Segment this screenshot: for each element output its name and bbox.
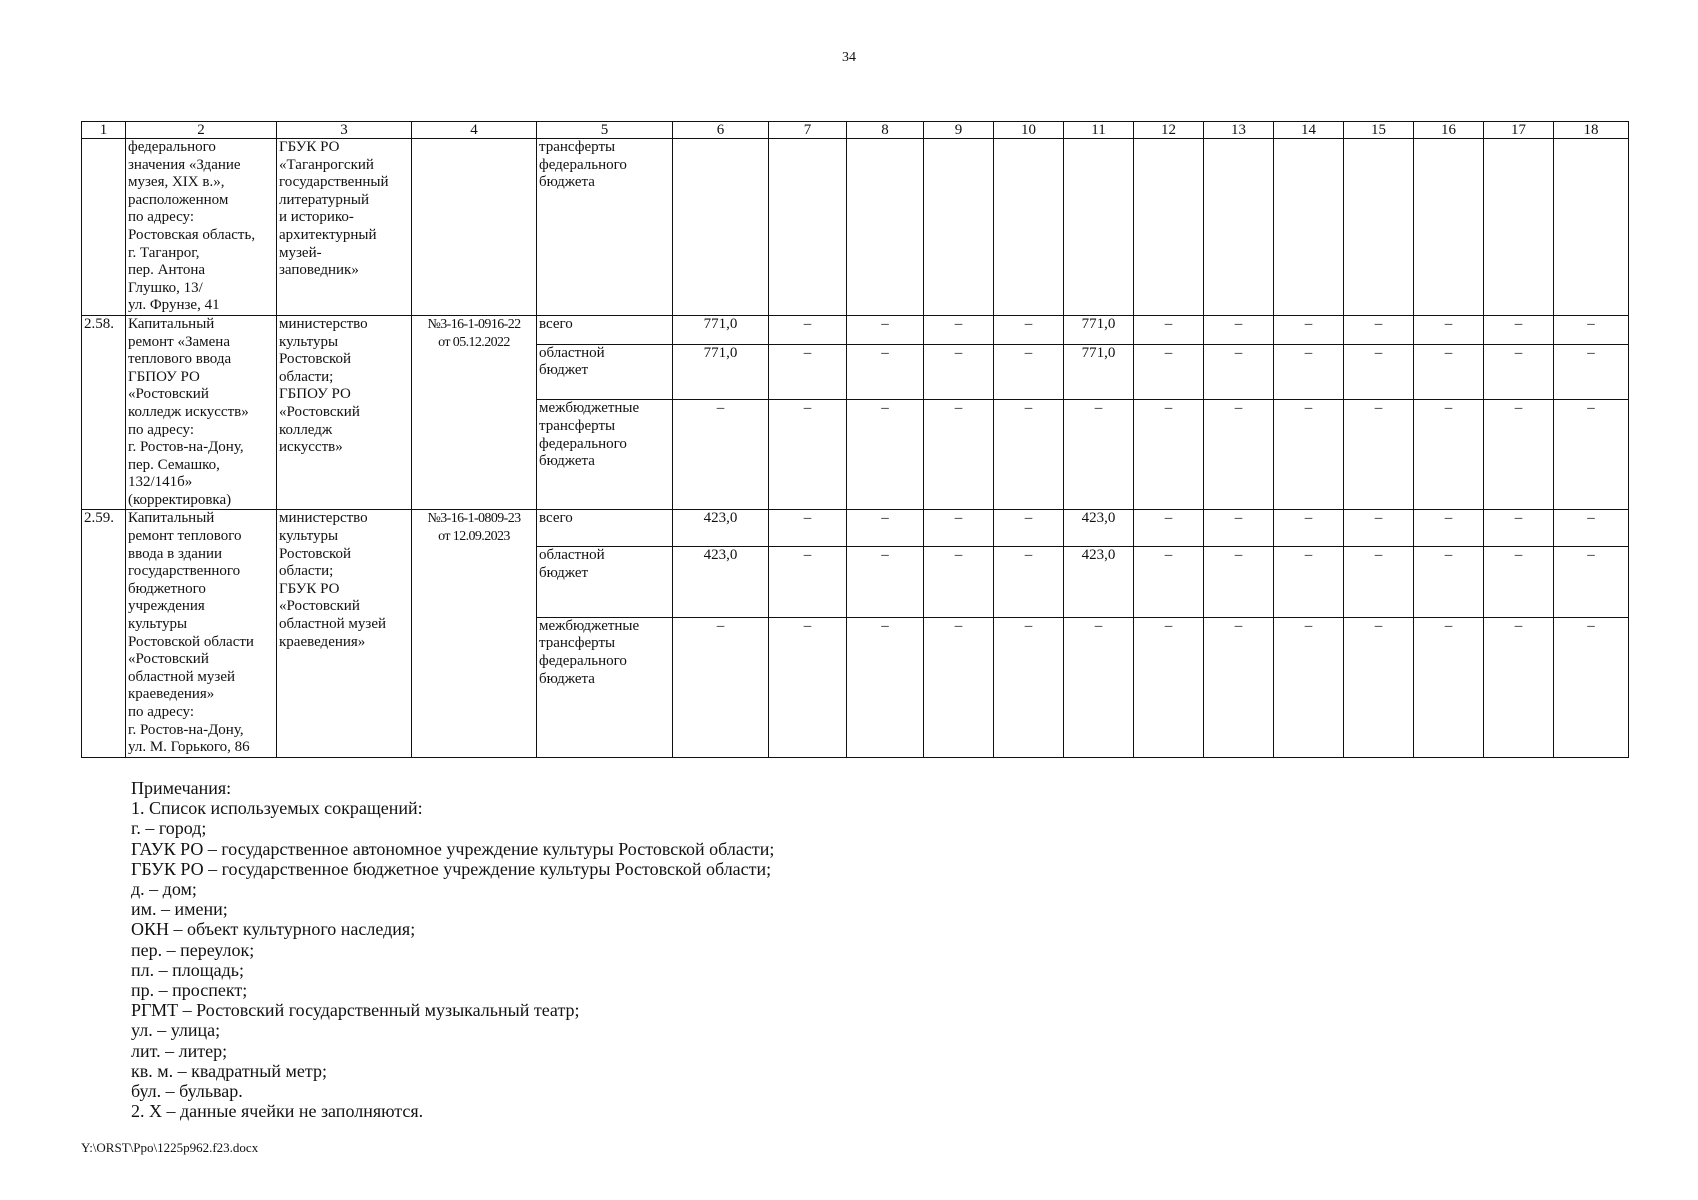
column-header: 13 [1204, 122, 1274, 139]
note-line: г. – город; [131, 818, 207, 839]
value-cell: – [1344, 315, 1414, 344]
value-cell: – [1554, 510, 1629, 546]
column-header: 6 [673, 122, 769, 139]
value-cell: – [1274, 510, 1344, 546]
value-cell: – [769, 344, 847, 400]
value-cell: – [1134, 315, 1204, 344]
value-cell: – [673, 400, 769, 510]
value-cell: – [994, 344, 1064, 400]
value-cell: – [924, 400, 994, 510]
note-line: 1. Список используемых сокращений: [131, 798, 423, 819]
value-cell [847, 139, 924, 316]
value-cell: – [1204, 546, 1274, 617]
value-cell: – [1204, 315, 1274, 344]
value-cell: – [1414, 510, 1484, 546]
note-line: кв. м. – квадратный метр; [131, 1060, 328, 1081]
value-cell [1064, 139, 1134, 316]
value-cell [1484, 139, 1554, 316]
value-cell: – [1204, 510, 1274, 546]
value-cell: – [1484, 400, 1554, 510]
value-cell [924, 139, 994, 316]
header-row [82, 122, 1629, 139]
value-cell: – [1414, 546, 1484, 617]
value-cell [1274, 139, 1344, 316]
source-cell: областной бюджет [537, 344, 673, 400]
value-cell: – [1344, 400, 1414, 510]
column-header: 8 [847, 122, 924, 139]
column-header: 17 [1484, 122, 1554, 139]
customer-cell: министерство культуры Ростовской области; ГБПОУ РО «Ростовский колледж искусств» [277, 315, 412, 510]
column-header: 16 [1414, 122, 1484, 139]
customer-cell: ГБУК РО «Таганрогский государственный литературный и историко- архитектурный музей- заповедник» [277, 139, 412, 316]
value-cell: – [847, 546, 924, 617]
note-line: РГМТ – Ростовский государственный музыкальный театр; [131, 1000, 580, 1021]
row-number-cell: 2.59. [82, 510, 126, 757]
value-cell: 423,0 [673, 546, 769, 617]
row-number-cell [82, 139, 126, 316]
value-cell: – [1134, 400, 1204, 510]
document-cell [412, 139, 537, 316]
value-cell: – [1554, 617, 1629, 757]
value-cell: – [847, 510, 924, 546]
value-cell: – [847, 617, 924, 757]
row-number-cell: 2.58. [82, 315, 126, 510]
value-cell: – [994, 617, 1064, 757]
value-cell: – [673, 617, 769, 757]
note-line: бул. – бульвар. [131, 1081, 243, 1102]
value-cell: 771,0 [673, 315, 769, 344]
source-cell: межбюджетные трансферты федерального бюджета [537, 617, 673, 757]
column-header: 15 [1344, 122, 1414, 139]
note-line: д. – дом; [131, 879, 197, 900]
value-cell: – [1344, 344, 1414, 400]
value-cell [1204, 139, 1274, 316]
value-cell: – [1134, 344, 1204, 400]
value-cell: – [1134, 546, 1204, 617]
value-cell: – [1064, 617, 1134, 757]
value-cell: – [994, 510, 1064, 546]
table-row [82, 139, 1629, 316]
source-cell: всего [537, 315, 673, 344]
value-cell: – [769, 546, 847, 617]
note-line: пр. – проспект; [131, 980, 248, 1001]
value-cell [994, 139, 1064, 316]
value-cell: – [1204, 344, 1274, 400]
value-cell: – [924, 315, 994, 344]
object-cell: Капитальный ремонт «Замена теплового ввода ГБПОУ РО «Ростовский колледж искусств» по адресу: г. Ростов-на-Дону, пер. Семашко, 132/141б» (корректировка) [126, 315, 277, 510]
value-cell: – [924, 510, 994, 546]
value-cell: – [1344, 510, 1414, 546]
value-cell: – [1134, 510, 1204, 546]
value-cell [1344, 139, 1414, 316]
table-body [82, 122, 1629, 758]
table-row [82, 315, 1629, 344]
value-cell: 771,0 [1064, 344, 1134, 400]
value-cell: – [1274, 546, 1344, 617]
document-cell: №3-16-1-0809-23 от 12.09.2023 [412, 510, 537, 757]
source-cell: всего [537, 510, 673, 546]
column-header: 1 [82, 122, 126, 139]
column-header: 7 [769, 122, 847, 139]
column-header: 14 [1274, 122, 1344, 139]
file-path: Y:\ORST\Ppo\1225p962.f23.docx [81, 1140, 259, 1155]
value-cell: – [769, 400, 847, 510]
value-cell: – [994, 400, 1064, 510]
value-cell: – [847, 344, 924, 400]
note-line: лит. – литер; [131, 1040, 228, 1061]
table-row [82, 510, 1629, 546]
value-cell [769, 139, 847, 316]
document-cell: №3-16-1-0916-22 от 05.12.2022 [412, 315, 537, 510]
value-cell: – [1064, 400, 1134, 510]
value-cell: – [769, 510, 847, 546]
value-cell: – [1414, 400, 1484, 510]
value-cell: 423,0 [673, 510, 769, 546]
value-cell: – [1484, 617, 1554, 757]
note-line: пер. – переулок; [131, 939, 255, 960]
value-cell: 423,0 [1064, 546, 1134, 617]
note-line: ул. – улица; [131, 1020, 221, 1041]
value-cell: 771,0 [1064, 315, 1134, 344]
note-line: ГБУК РО – государственное бюджетное учреждение культуры Ростовской области; [131, 858, 772, 879]
object-cell: федерального значения «Здание музея, XIX в.», расположенном по адресу: Ростовская область, г. Таганрог, пер. Антона Глушко, 13/ ул. Фрунзе, 41 [126, 139, 277, 316]
value-cell: – [769, 617, 847, 757]
value-cell: 423,0 [1064, 510, 1134, 546]
value-cell: – [769, 315, 847, 344]
value-cell: – [1414, 617, 1484, 757]
value-cell: – [1274, 344, 1344, 400]
value-cell: – [1554, 315, 1629, 344]
column-header: 10 [994, 122, 1064, 139]
customer-cell: министерство культуры Ростовской области; ГБУК РО «Ростовский областной музей краеведения» [277, 510, 412, 757]
note-line: ОКН – объект культурного наследия; [131, 919, 416, 940]
value-cell: – [994, 546, 1064, 617]
value-cell: – [1554, 344, 1629, 400]
page-number: 34 [842, 50, 856, 65]
value-cell: – [924, 617, 994, 757]
value-cell [1554, 139, 1629, 316]
column-header: 11 [1064, 122, 1134, 139]
value-cell: – [1484, 344, 1554, 400]
column-header: 9 [924, 122, 994, 139]
value-cell: – [924, 546, 994, 617]
value-cell: 771,0 [673, 344, 769, 400]
financing-table [81, 121, 1629, 758]
note-line: пл. – площадь; [131, 959, 244, 980]
value-cell: – [1554, 546, 1629, 617]
value-cell: – [1344, 617, 1414, 757]
value-cell: – [1554, 400, 1629, 510]
column-header: 18 [1554, 122, 1629, 139]
value-cell: – [1134, 617, 1204, 757]
source-cell: межбюджетные трансферты федерального бюджета [537, 400, 673, 510]
value-cell: – [1484, 546, 1554, 617]
value-cell: – [1484, 510, 1554, 546]
value-cell: – [924, 344, 994, 400]
value-cell: – [1484, 315, 1554, 344]
value-cell [1414, 139, 1484, 316]
value-cell: – [1274, 617, 1344, 757]
value-cell [673, 139, 769, 316]
note-line: Примечания: [131, 778, 232, 798]
value-cell: – [994, 315, 1064, 344]
value-cell: – [1414, 315, 1484, 344]
value-cell: – [1204, 400, 1274, 510]
column-header: 4 [412, 122, 537, 139]
source-cell: трансферты федерального бюджета [537, 139, 673, 316]
value-cell: – [1274, 315, 1344, 344]
value-cell: – [1344, 546, 1414, 617]
value-cell [1134, 139, 1204, 316]
note-line: 2. Х – данные ячейки не заполняются. [131, 1101, 424, 1122]
object-cell: Капитальный ремонт теплового ввода в здании государственного бюджетного учреждения культуры Ростовской области «Ростовский областной музей краеведения» по адресу: г. Ростов-на-Дону, ул. М. Горького, 86 [126, 510, 277, 757]
note-line: ГАУК РО – государственное автономное учреждение культуры Ростовской области; [131, 838, 775, 859]
column-header: 5 [537, 122, 673, 139]
column-header: 12 [1134, 122, 1204, 139]
value-cell: – [1274, 400, 1344, 510]
source-cell: областной бюджет [537, 546, 673, 617]
note-line: им. – имени; [131, 899, 228, 920]
value-cell: – [847, 315, 924, 344]
value-cell: – [1414, 344, 1484, 400]
value-cell: – [847, 400, 924, 510]
notes-block [131, 778, 1431, 1121]
column-header: 3 [277, 122, 412, 139]
column-header: 2 [126, 122, 277, 139]
value-cell: – [1204, 617, 1274, 757]
